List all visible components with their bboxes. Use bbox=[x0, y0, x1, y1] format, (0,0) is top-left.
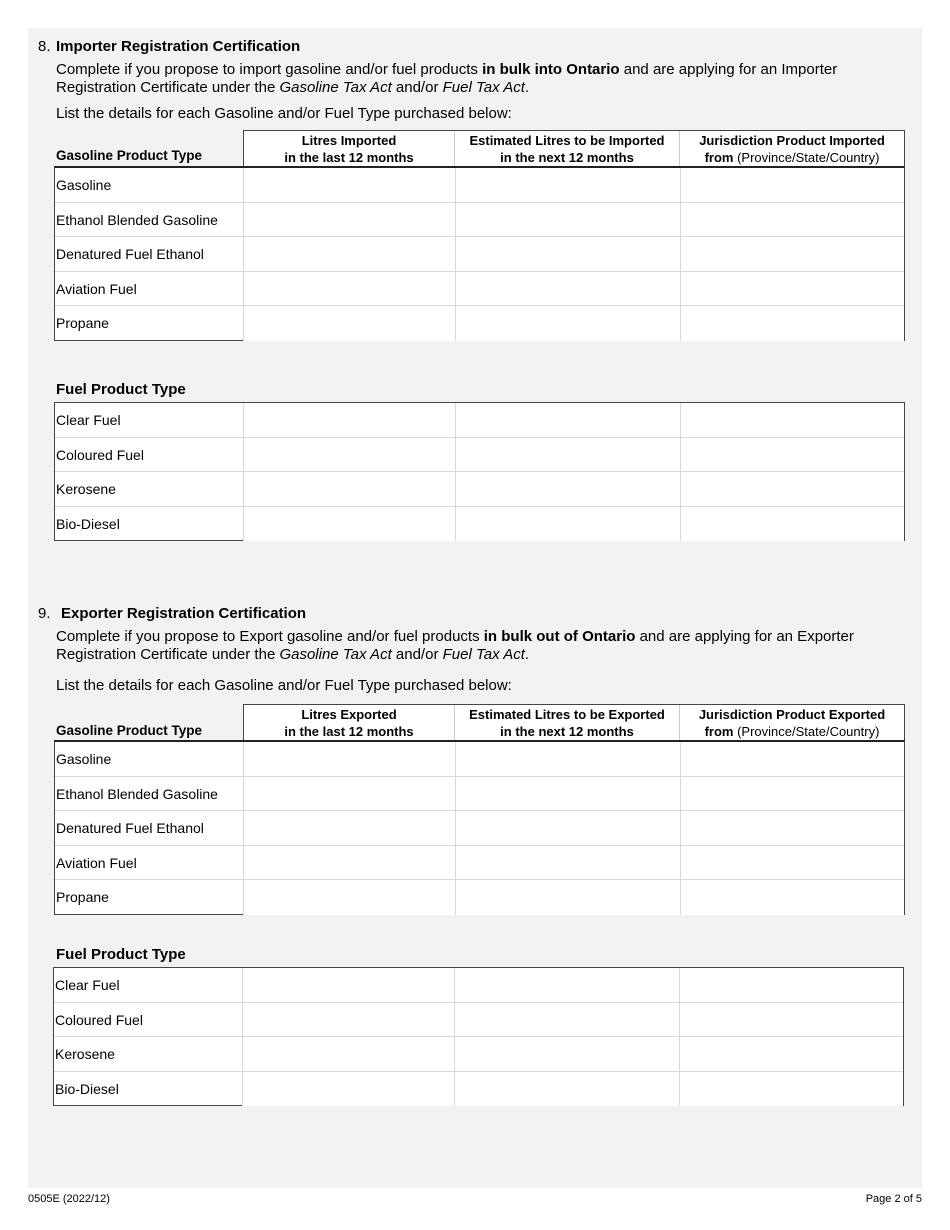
jurisdiction-input[interactable] bbox=[681, 742, 904, 776]
column-header-litres: Litres Exported in the last 12 months bbox=[244, 705, 455, 742]
section8-number: 8. bbox=[38, 38, 51, 55]
estimated-input[interactable] bbox=[456, 168, 681, 202]
litres-input[interactable] bbox=[244, 742, 456, 776]
section9-gasoline-type-label: Gasoline Product Type bbox=[56, 723, 203, 738]
section9-column-headers bbox=[243, 704, 905, 742]
jurisdiction-input[interactable] bbox=[681, 777, 904, 811]
table-row bbox=[55, 880, 904, 915]
section9-fuel-type-label: Fuel Product Type bbox=[56, 946, 186, 963]
litres-input[interactable] bbox=[244, 203, 456, 237]
table-row bbox=[55, 168, 904, 203]
table-row bbox=[54, 1072, 903, 1107]
jurisdiction-input[interactable] bbox=[681, 168, 904, 202]
section9-fuel-table bbox=[53, 967, 904, 1106]
estimated-input[interactable] bbox=[456, 237, 681, 271]
litres-input[interactable] bbox=[243, 1037, 455, 1071]
jurisdiction-input[interactable] bbox=[680, 1037, 903, 1071]
estimated-input[interactable] bbox=[456, 438, 681, 472]
estimated-input[interactable] bbox=[455, 1003, 680, 1037]
jurisdiction-input[interactable] bbox=[681, 272, 904, 306]
jurisdiction-input[interactable] bbox=[681, 438, 904, 472]
row-label: Clear Fuel bbox=[55, 403, 244, 437]
row-label: Clear Fuel bbox=[54, 968, 243, 1002]
table-row bbox=[55, 777, 904, 812]
table-row bbox=[55, 742, 904, 777]
estimated-input[interactable] bbox=[456, 811, 681, 845]
row-label: Kerosene bbox=[54, 1037, 243, 1071]
table-row bbox=[55, 272, 904, 307]
estimated-input[interactable] bbox=[456, 846, 681, 880]
table-row bbox=[55, 472, 904, 507]
table-row bbox=[55, 811, 904, 846]
row-label: Kerosene bbox=[55, 472, 244, 506]
row-label: Bio-Diesel bbox=[55, 507, 244, 542]
litres-input[interactable] bbox=[244, 777, 456, 811]
column-header-estimated: Estimated Litres to be Imported in the next 12 months bbox=[455, 131, 680, 168]
estimated-input[interactable] bbox=[456, 742, 681, 776]
jurisdiction-input[interactable] bbox=[680, 968, 903, 1002]
table-row bbox=[55, 203, 904, 238]
column-header-jurisdiction: Jurisdiction Product Imported from (Province/State/Country) bbox=[699, 133, 885, 165]
estimated-input[interactable] bbox=[456, 777, 681, 811]
section8-fuel-type-label: Fuel Product Type bbox=[56, 381, 186, 398]
estimated-input[interactable] bbox=[456, 880, 681, 915]
litres-input[interactable] bbox=[244, 168, 456, 202]
estimated-input[interactable] bbox=[455, 1072, 680, 1107]
litres-input[interactable] bbox=[243, 1072, 455, 1107]
jurisdiction-input[interactable] bbox=[680, 1003, 903, 1037]
section9-gasoline-table bbox=[54, 740, 905, 915]
litres-input[interactable] bbox=[244, 438, 456, 472]
litres-input[interactable] bbox=[243, 968, 455, 1002]
section8-gasoline-type-label: Gasoline Product Type bbox=[56, 148, 203, 163]
row-label: Propane bbox=[55, 306, 244, 341]
section8-fuel-table bbox=[54, 402, 905, 541]
section8-column-headers bbox=[243, 130, 905, 168]
row-label: Coloured Fuel bbox=[55, 438, 244, 472]
litres-input[interactable] bbox=[244, 811, 456, 845]
row-label: Aviation Fuel bbox=[55, 272, 244, 306]
jurisdiction-input[interactable] bbox=[681, 203, 904, 237]
section9-description: Complete if you propose to Export gasoline and/or fuel products in bulk out of Ontario and are applying for an Exporter Registration Certificate under the Gasoline Tax Act and/or Fuel Tax Act. bbox=[56, 628, 854, 663]
column-header-estimated: Estimated Litres to be Exported in the next 12 months bbox=[455, 705, 680, 742]
litres-input[interactable] bbox=[244, 880, 456, 915]
estimated-input[interactable] bbox=[456, 306, 681, 341]
row-label: Ethanol Blended Gasoline bbox=[55, 777, 244, 811]
estimated-input[interactable] bbox=[455, 968, 680, 1002]
section9-list-instruction: List the details for each Gasoline and/or Fuel Type purchased below: bbox=[56, 677, 512, 694]
form-code: 0505E (2022/12) bbox=[28, 1193, 110, 1205]
jurisdiction-input[interactable] bbox=[681, 846, 904, 880]
column-header-jurisdiction: Jurisdiction Product Exported from (Province/State/Country) bbox=[698, 707, 886, 739]
section8-title: Importer Registration Certification bbox=[56, 38, 301, 55]
estimated-input[interactable] bbox=[456, 507, 681, 542]
litres-input[interactable] bbox=[244, 846, 456, 880]
litres-input[interactable] bbox=[244, 403, 456, 437]
table-row bbox=[55, 507, 904, 542]
jurisdiction-input[interactable] bbox=[681, 880, 904, 915]
section8-description: Complete if you propose to import gasoline and/or fuel products in bulk into Ontario and are applying for an Importer Registration Certificate under the Gasoline Tax Act and/or Fuel Tax Act. bbox=[56, 61, 838, 96]
table-row bbox=[54, 1003, 903, 1038]
table-row bbox=[55, 403, 904, 438]
row-label: Coloured Fuel bbox=[54, 1003, 243, 1037]
row-label: Propane bbox=[55, 880, 244, 915]
section9-number: 9. bbox=[38, 605, 51, 622]
table-row bbox=[55, 438, 904, 473]
litres-input[interactable] bbox=[243, 1003, 455, 1037]
table-row bbox=[55, 237, 904, 272]
litres-input[interactable] bbox=[244, 507, 456, 542]
jurisdiction-input[interactable] bbox=[681, 306, 904, 341]
table-row bbox=[55, 306, 904, 341]
estimated-input[interactable] bbox=[456, 403, 681, 437]
jurisdiction-input[interactable] bbox=[681, 472, 904, 506]
column-header-litres: Litres Imported in the last 12 months bbox=[244, 131, 455, 168]
row-label: Gasoline bbox=[55, 168, 244, 202]
litres-input[interactable] bbox=[244, 237, 456, 271]
row-label: Ethanol Blended Gasoline bbox=[55, 203, 244, 237]
estimated-input[interactable] bbox=[456, 472, 681, 506]
section9-title: Exporter Registration Certification bbox=[61, 605, 307, 622]
litres-input[interactable] bbox=[244, 472, 456, 506]
jurisdiction-input[interactable] bbox=[681, 403, 904, 437]
row-label: Bio-Diesel bbox=[54, 1072, 243, 1107]
litres-input[interactable] bbox=[244, 272, 456, 306]
row-label: Aviation Fuel bbox=[55, 846, 244, 880]
jurisdiction-input[interactable] bbox=[680, 1072, 903, 1107]
table-row bbox=[54, 968, 903, 1003]
table-row bbox=[54, 1037, 903, 1072]
page-number: Page 2 of 5 bbox=[865, 1193, 922, 1205]
row-label: Denatured Fuel Ethanol bbox=[55, 237, 244, 271]
table-row bbox=[55, 846, 904, 881]
jurisdiction-input[interactable] bbox=[681, 507, 904, 542]
jurisdiction-input[interactable] bbox=[681, 811, 904, 845]
section8-list-instruction: List the details for each Gasoline and/or Fuel Type purchased below: bbox=[56, 105, 512, 122]
section8-gasoline-table bbox=[54, 166, 905, 341]
row-label: Denatured Fuel Ethanol bbox=[55, 811, 244, 845]
estimated-input[interactable] bbox=[456, 203, 681, 237]
estimated-input[interactable] bbox=[455, 1037, 680, 1071]
estimated-input[interactable] bbox=[456, 272, 681, 306]
jurisdiction-input[interactable] bbox=[681, 237, 904, 271]
litres-input[interactable] bbox=[244, 306, 456, 341]
row-label: Gasoline bbox=[55, 742, 244, 776]
